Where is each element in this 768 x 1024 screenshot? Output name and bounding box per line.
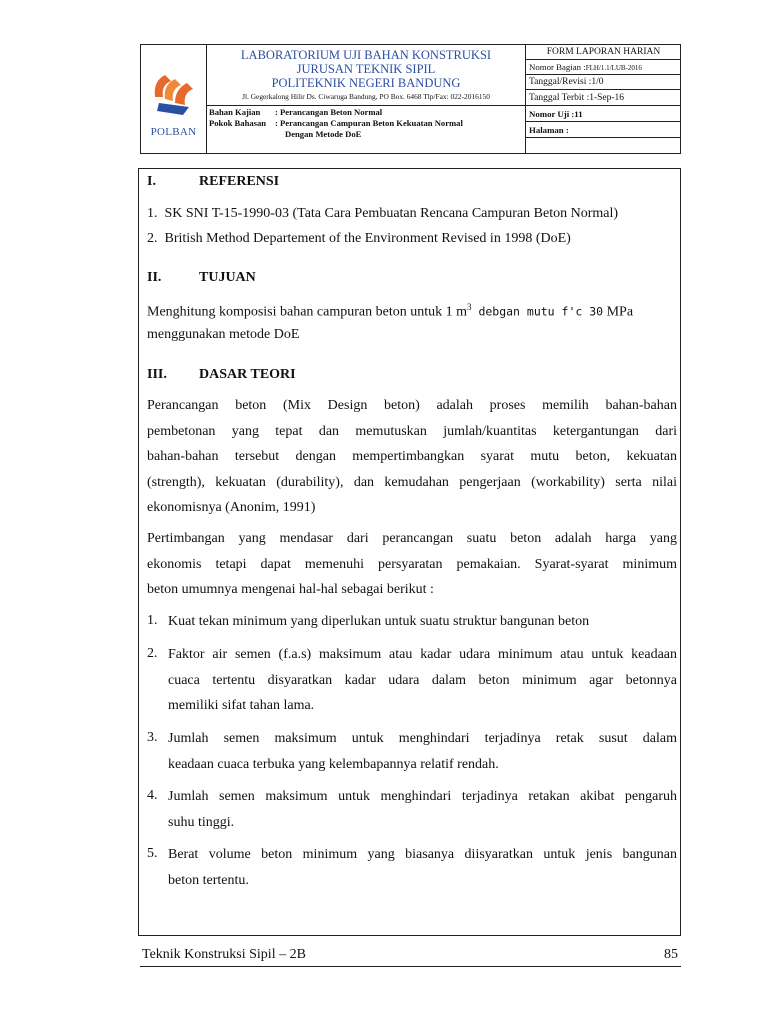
tujuan-strength: debgan mutu f'c 30: [471, 304, 604, 319]
form-info-block: [525, 45, 681, 153]
item-number: 3.: [147, 730, 158, 745]
item-body: [168, 726, 677, 777]
tujuan-line-2: menggunakan metode DoE: [147, 327, 300, 342]
tanggal-terbit: Tanggal Terbit :1-Sep-16: [526, 90, 681, 106]
subject-block: [207, 106, 525, 153]
item-line: Kuat tekan minimum yang diperlukan untuk suatu struktur bangunan beton: [168, 614, 590, 629]
item-number: 5.: [147, 846, 158, 861]
item-line: keadaan cuaca terbuka yang kelembapannya relatif rendah.: [168, 756, 499, 772]
tanggal-revisi: Tanggal/Revisi :1/0: [526, 75, 681, 90]
section-number: II.: [147, 270, 162, 285]
paragraph-line: (strength), kekuatan (durability), dan kemudahan pengerjaan (workability) serta nilai: [147, 474, 677, 490]
institution-block: [207, 45, 525, 106]
section-title: REFERENSI: [199, 174, 280, 189]
nomor-bagian: [526, 60, 681, 75]
item-line: cuaca tertentu disyaratkan kadar udara dalam beton minimum agar betonnya: [168, 672, 677, 688]
item-number: 2.: [147, 231, 158, 246]
item-text: British Method Departement of the Environment Revised in 1998 (DoE): [164, 231, 571, 246]
item-number: 2.: [147, 646, 158, 661]
polban-logo-icon: [149, 67, 197, 117]
empty-cell: [526, 138, 681, 153]
item-line: Berat volume beton minimum yang biasanya diisyaratkan untuk jenis bangunan: [168, 847, 677, 862]
pokok-bahasan-row-2: [285, 129, 361, 139]
section-number: I.: [147, 174, 156, 189]
lab-name: LABORATORIUM UJI BAHAN KONSTRUKSI: [240, 48, 492, 62]
nomor-uji: Nomor Uji :11: [526, 106, 681, 122]
nomor-bagian-value: FLH/1.1/LUB-2016: [585, 64, 642, 72]
bahan-kajian-row: [209, 107, 382, 117]
section-heading-dasar-teori: [147, 367, 296, 383]
reference-item: [147, 206, 677, 222]
paragraph-line: pembetonan yang tepat dan memutuskan jumlah/kuantitas ketergantungan dari: [147, 423, 677, 439]
pokok-bahasan-label: Pokok Bahasan: [209, 118, 267, 128]
section-heading-tujuan: [147, 270, 256, 286]
logo-text: POLBAN: [150, 126, 197, 138]
item-text: SK SNI T-15-1990-03 (Tata Cara Pembuatan Rencana Campuran Beton Normal): [164, 206, 619, 221]
section-number: III.: [147, 367, 167, 382]
footer-text: Teknik Konstruksi Sipil – 2B: [142, 947, 306, 962]
item-body: [168, 842, 677, 893]
tujuan-line-1: [147, 302, 677, 321]
tujuan-unit: MPa: [603, 304, 634, 320]
item-line: beton tertentu.: [168, 872, 249, 888]
paragraph-line: Pertimbangan yang mendasar dari perancangan suatu beton adalah harga yang: [147, 531, 677, 546]
item-body: [168, 784, 677, 835]
form-title: FORM LAPORAN HARIAN: [526, 45, 681, 60]
item-line: suhu tinggi.: [168, 814, 235, 830]
item-body: [168, 642, 677, 719]
item-number: 1.: [147, 613, 158, 628]
page-number: 85: [664, 947, 678, 962]
tujuan-text: Menghitung komposisi bahan campuran beton untuk 1 m: [147, 304, 468, 320]
item-line: Jumlah semen maksimum untuk menghindari terjadinya retak susut dalam: [168, 731, 677, 746]
paragraph-line: ekonomisnya (Anonim, 1991): [147, 500, 316, 515]
paragraph-line: bahan-bahan tersebut dengan mempertimbangkan syarat mutu beton, kekuatan: [147, 449, 677, 464]
content-box: [138, 168, 681, 936]
pokok-bahasan-row: [209, 118, 463, 128]
paragraph-line: beton umumnya mengenai hal-hal sebagai berikut :: [147, 582, 434, 597]
section-title: TUJUAN: [199, 270, 256, 285]
footer-rule: [140, 966, 681, 967]
institution-name: POLITEKNIK NEGERI BANDUNG: [271, 76, 461, 90]
pokok-bahasan-value-2: Dengan Metode DoE: [285, 129, 362, 139]
document-header: [140, 44, 681, 154]
paragraph-line: ekonomis tetapi dapat memenuhi persyaratan pemakaian. Syarat-syarat minimum: [147, 556, 677, 572]
section-heading-referensi: [147, 174, 279, 190]
bahan-kajian-value: : Perancangan Beton Normal: [275, 107, 383, 117]
paragraph-1: [147, 393, 677, 521]
item-number: 4.: [147, 788, 158, 803]
item-line: Faktor air semen (f.a.s) maksimum atau kadar udara minimum atau untuk keadaan: [168, 647, 677, 662]
bahan-kajian-label: Bahan Kajian: [209, 107, 261, 117]
item-line: memiliki sifat tahan lama.: [168, 698, 315, 713]
item-line: Jumlah semen maksimum untuk menghindari terjadinya retakan akibat pengaruh: [168, 789, 677, 804]
address: Jl. Gegerkalong Hilir Ds. Ciwaruga Bandung, PO Box. 6468 Tlp/Fax: 022-2016150: [242, 92, 490, 101]
section-title: DASAR TEORI: [199, 367, 296, 382]
reference-item: [147, 231, 677, 247]
paragraph-line: Perancangan beton (Mix Design beton) adalah proses memilih bahan-bahan: [147, 398, 677, 413]
tujuan-superscript: 3: [467, 302, 472, 312]
item-body: [168, 609, 677, 635]
logo-cell: [141, 45, 207, 153]
department-name: JURUSAN TEKNIK SIPIL: [296, 62, 436, 76]
halaman: Halaman :: [526, 122, 681, 138]
item-number: 1.: [147, 206, 158, 221]
nomor-bagian-label: Nomor Bagian :: [529, 62, 586, 72]
paragraph-2: [147, 526, 677, 603]
pokok-bahasan-value: : Perancangan Campuran Beton Kekuatan Normal: [275, 118, 463, 128]
